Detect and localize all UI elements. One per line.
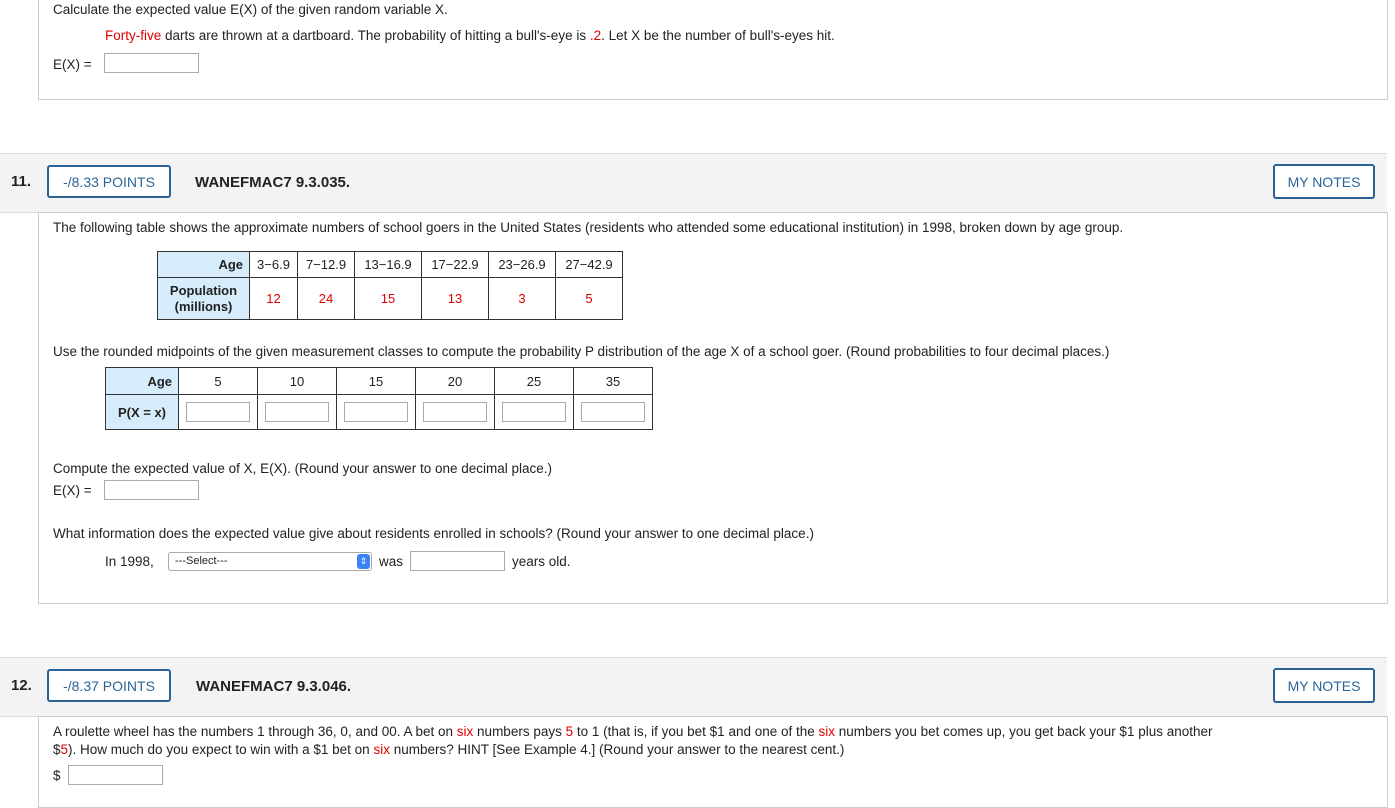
q10-ex-label: E(X) = xyxy=(53,57,92,72)
q12-text: numbers? HINT [See Example 4.] (Round your answer to the nearest cent.) xyxy=(389,742,845,757)
q11-years-old: years old. xyxy=(512,554,571,569)
probability-table xyxy=(105,367,653,430)
millions-label: (millions) xyxy=(174,298,233,314)
age-class: 3−6.9 xyxy=(250,252,298,278)
age-class: 7−12.9 xyxy=(298,252,355,278)
q12-text: numbers you bet comes up, you get back your $1 plus another xyxy=(835,724,1213,739)
q12-text: ). How much do you expect to win with a $1 bet on xyxy=(68,742,374,757)
q12-my-notes-button[interactable]: MY NOTES xyxy=(1273,668,1375,703)
q11-id: WANEFMAC7 9.3.035. xyxy=(195,174,351,191)
q12-five: 5 xyxy=(565,724,574,739)
q12-points-button[interactable]: -/8.37 POINTS xyxy=(47,669,171,702)
q12-number: 12. xyxy=(11,677,32,694)
age-class: 23−26.9 xyxy=(489,252,556,278)
age-header: Age xyxy=(158,252,250,278)
q11-age-input[interactable] xyxy=(410,551,505,571)
q12-five: 5 xyxy=(60,742,69,757)
prob-cell xyxy=(574,395,653,430)
age-class: 13−16.9 xyxy=(355,252,422,278)
q10-problem-text: darts are thrown at a dartboard. The probability of hitting a bull's-eye is xyxy=(161,28,590,43)
population-table xyxy=(157,251,623,320)
probability-header xyxy=(106,395,179,430)
q12-text: numbers pays xyxy=(473,724,566,739)
prob-input[interactable] xyxy=(502,402,566,422)
q11-answer-select[interactable] xyxy=(168,552,372,571)
q10-prob: .2 xyxy=(589,28,602,43)
population-value: 12 xyxy=(250,278,298,320)
age-midpoint: 10 xyxy=(258,368,337,395)
population-value: 13 xyxy=(422,278,489,320)
q10-count: Forty-five xyxy=(105,28,162,43)
q11-ex-prompt: Compute the expected value of X, E(X). (Round your answer to one decimal place.) xyxy=(53,461,553,476)
prob-input[interactable] xyxy=(344,402,408,422)
population-value: 24 xyxy=(298,278,355,320)
q10-problem xyxy=(105,28,835,43)
q12-id: WANEFMAC7 9.3.046. xyxy=(196,678,352,695)
age-midpoint: 25 xyxy=(495,368,574,395)
select-value: ---Select--- xyxy=(175,555,228,567)
q12-six: six xyxy=(818,724,836,739)
q11-was: was xyxy=(379,554,404,569)
age-midpoint: 20 xyxy=(416,368,495,395)
px-label: P(X = x) xyxy=(117,404,167,420)
q12-dollar: $ xyxy=(53,768,61,783)
age-midpoint: 15 xyxy=(337,368,416,395)
population-value: 3 xyxy=(489,278,556,320)
q12-six: six xyxy=(456,724,474,739)
q11-intro: The following table shows the approximate numbers of school goers in the United States (residents who attended some educational institution) in 1998, broken down by age group. xyxy=(53,220,1124,235)
q11-points-button[interactable]: -/8.33 POINTS xyxy=(47,165,171,198)
q11-instruction: Use the rounded midpoints of the given measurement classes to compute the probability P distribution of the age X of a school goer. (Round probabilities to four decimal places.) xyxy=(53,344,1110,359)
age-header: Age xyxy=(106,368,179,395)
q12-six: six xyxy=(373,742,390,757)
q11-my-notes-button[interactable]: MY NOTES xyxy=(1273,164,1375,199)
q12-answer-input[interactable] xyxy=(68,765,163,785)
prob-cell xyxy=(416,395,495,430)
q10-ex-input[interactable] xyxy=(104,53,199,73)
prob-input[interactable] xyxy=(265,402,329,422)
prob-cell xyxy=(337,395,416,430)
q11-ex-label: E(X) = xyxy=(53,483,92,498)
age-midpoint: 5 xyxy=(179,368,258,395)
prob-input[interactable] xyxy=(581,402,645,422)
q12-text: to 1 (that is, if you bet $1 and one of the xyxy=(573,724,819,739)
q11-ex-input[interactable] xyxy=(104,480,199,500)
q11-number: 11. xyxy=(11,173,32,190)
q11-info-prompt: What information does the expected value give about residents enrolled in schools? (Round your answer to one decimal place.) xyxy=(53,526,814,541)
population-header xyxy=(158,278,250,320)
population-value: 15 xyxy=(355,278,422,320)
age-midpoint: 35 xyxy=(574,368,653,395)
q10-problem-tail: . Let X be the number of bull's-eyes hit. xyxy=(601,28,835,43)
chevron-updown-icon: ⇕ xyxy=(357,554,370,569)
q11-in-year: In 1998, xyxy=(105,554,154,569)
q10-prompt: Calculate the expected value E(X) of the given random variable X. xyxy=(53,2,448,17)
age-class: 27−42.9 xyxy=(556,252,623,278)
prob-cell xyxy=(495,395,574,430)
prob-input[interactable] xyxy=(423,402,487,422)
population-label: Population xyxy=(169,282,238,298)
prob-cell xyxy=(258,395,337,430)
prob-input[interactable] xyxy=(186,402,250,422)
age-class: 17−22.9 xyxy=(422,252,489,278)
prob-cell xyxy=(179,395,258,430)
q12-text: $ xyxy=(53,742,61,757)
population-value: 5 xyxy=(556,278,623,320)
q12-text: A roulette wheel has the numbers 1 through 36, 0, and 00. A bet on xyxy=(53,724,457,739)
q12-problem xyxy=(53,723,1373,759)
